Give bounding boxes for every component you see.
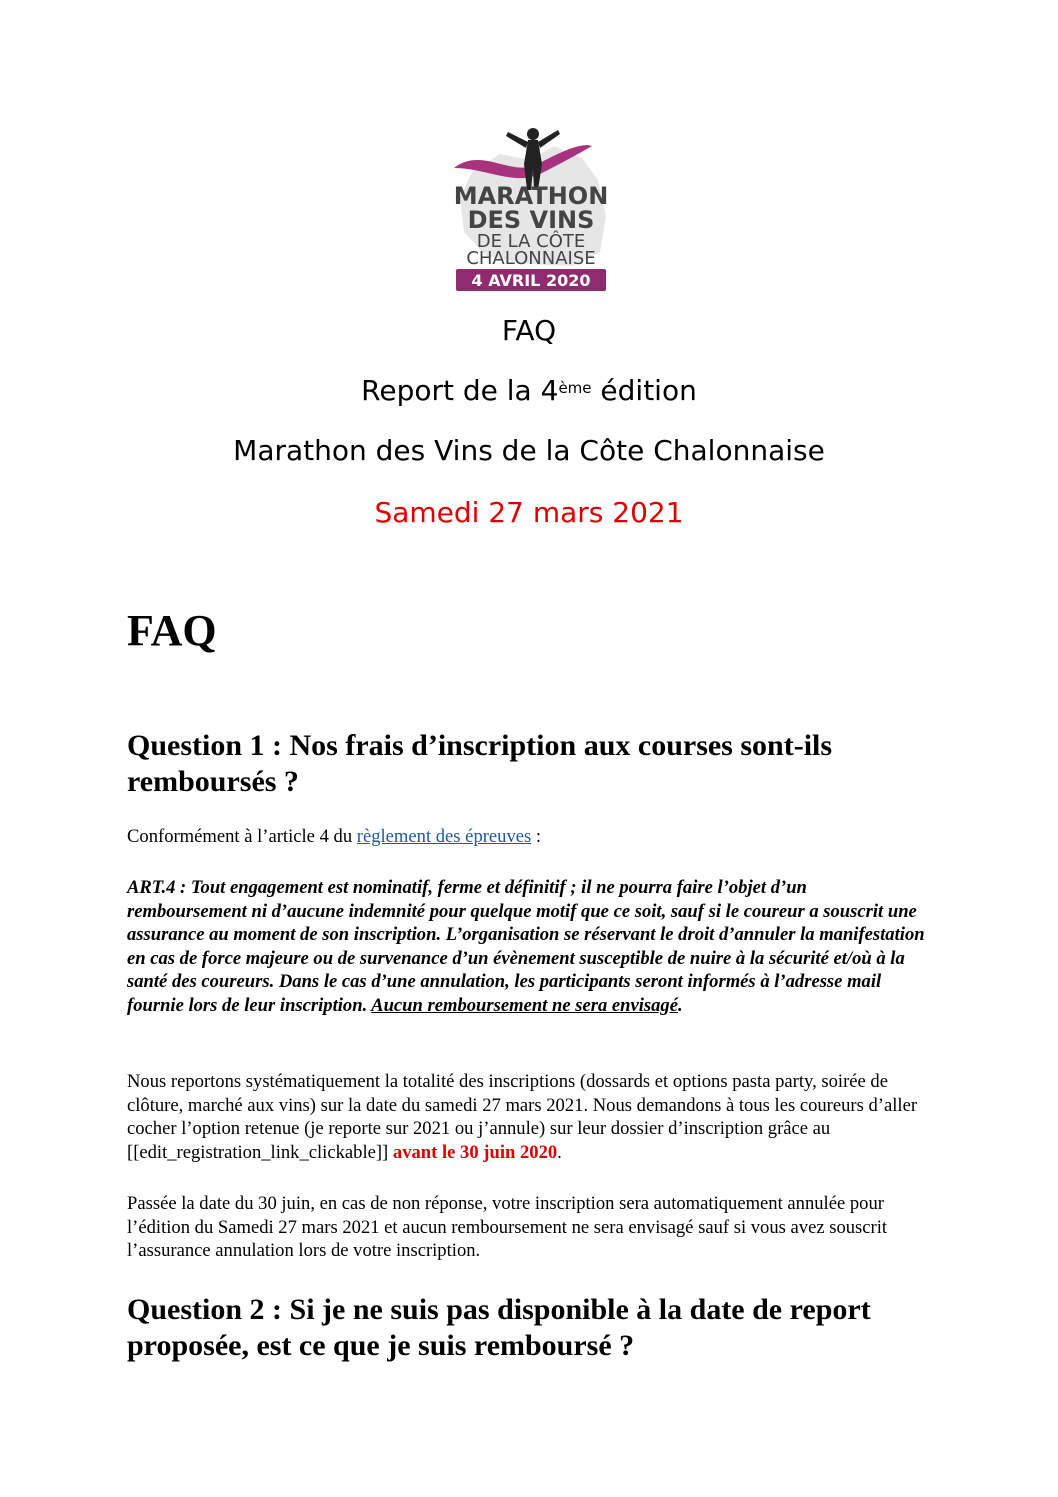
marathon-logo bbox=[442, 124, 620, 292]
page-title: FAQ bbox=[127, 606, 217, 655]
question-1-intro bbox=[127, 825, 927, 849]
deadline-text: avant le 30 juin 2020 bbox=[392, 1141, 558, 1163]
postponement-text: Nous reportons systématiquement la totalité des inscriptions (dossards et options pasta party, soirée de clôture, marché aux vins) sur la date du samedi 27 mars 2021. Nous demandons à tous les coureurs d’aller cocher l’option retenue (je reporte sur 2021 ou j’annule) sur leur dossier d’inscription grâce au [[edit_registration_link_clickable]] bbox=[127, 1071, 918, 1163]
header-event-name: Marathon des Vins de la Côte Chalonnaise bbox=[233, 434, 825, 467]
question-2-title: Question 2 : Si je ne suis pas disponible à la date de report proposée, est ce que je suis remboursé ? bbox=[127, 1293, 871, 1362]
header-report-post: édition bbox=[591, 374, 697, 407]
intro-colon: : bbox=[531, 826, 542, 847]
header-faq: FAQ bbox=[501, 314, 557, 347]
article-4-end: . bbox=[678, 994, 683, 1016]
header-report bbox=[0, 372, 1058, 410]
logo-line-3: DE LA CÔTE bbox=[476, 231, 586, 252]
header-report-sup: ème bbox=[558, 379, 592, 397]
header-new-date: Samedi 27 mars 2021 bbox=[374, 496, 684, 529]
logo-date: 4 AVRIL 2020 bbox=[471, 271, 591, 290]
logo-line-2: DES VINS bbox=[467, 206, 595, 234]
postponement-paragraph bbox=[127, 1070, 927, 1164]
logo-line-1: MARATHON bbox=[453, 182, 609, 210]
article-4-quote bbox=[127, 876, 927, 1017]
logo-line-4: CHALONNAISE bbox=[466, 248, 596, 269]
article-4-no-refund: Aucun remboursement ne sera envisagé bbox=[371, 994, 678, 1016]
intro-text: Conformément à l’article 4 du bbox=[127, 826, 357, 847]
reglement-link[interactable]: règlement des épreuves bbox=[356, 826, 532, 847]
question-1-title: Question 1 : Nos frais d’inscription aux courses sont-ils remboursés ? bbox=[127, 729, 833, 798]
article-4-text: ART.4 : Tout engagement est nominatif, ferme et définitif ; il ne pourra faire l’objet d’un remboursement ni d’aucune indemnité pour quelque motif que ce soit, sauf si le coureur a souscrit une assurance au moment de son inscription. L’organisation se réservant le droit d’annuler la manifestation en cas de force majeure ou de survenance d’un évènement susceptible de nuire à la sécurité et/où à la santé des coureurs. Dans le cas d’une annulation, les participants seront informés à l’adresse mail fournie lors de leur inscription. bbox=[127, 877, 925, 1016]
postponement-end: . bbox=[557, 1141, 562, 1163]
header-report-pre: Report de la 4 bbox=[361, 374, 559, 407]
cancellation-paragraph: Passée la date du 30 juin, en cas de non réponse, votre inscription sera automatiquement annulée pour l’édition du Samedi 27 mars 2021 et aucun remboursement ne sera envisagé sauf si vous avez souscrit l’assurance annulation lors de votre inscription. bbox=[127, 1193, 888, 1261]
